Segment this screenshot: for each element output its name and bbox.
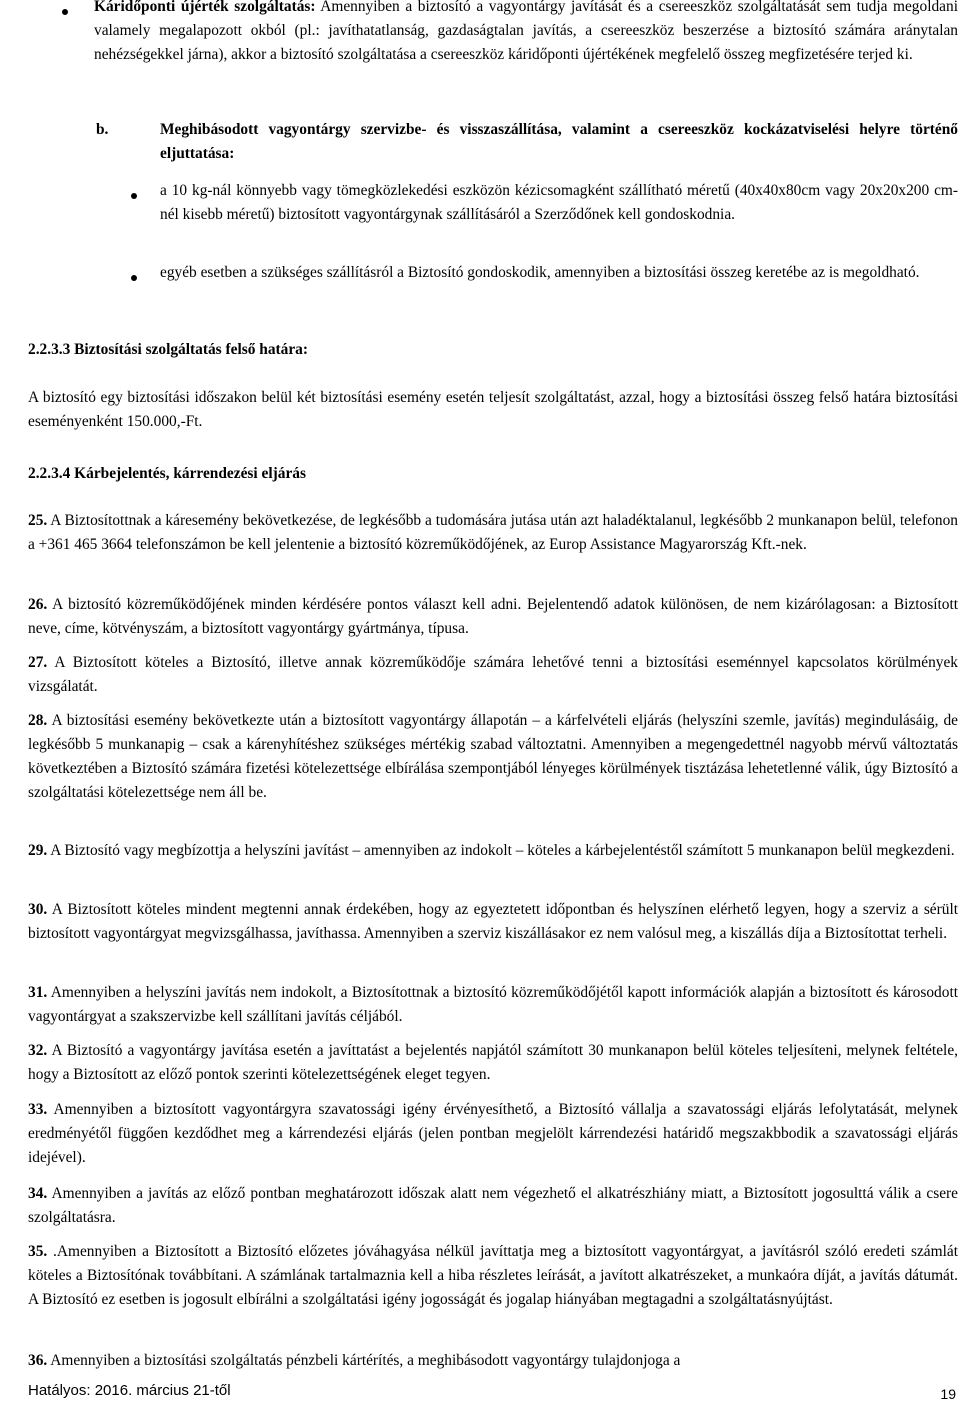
top-bullet-paragraph <box>94 0 958 67</box>
item-text: .Amennyiben a Biztosított a Biztosító előzetes jóváhagyása nélkül javíttatja meg a biztosított vagyontárgyat, a javításról szóló eredeti számlát köteles a Biztosítónak továbbítani. A számlának tartalmaznia kell a hiba részletes leírását, a javított alkatrészeket, a munkaóra díját, a javítás dátumát. A Biztosító ez esetben is jogosult elbírálni a szolgáltatási igény jogosságát és jogalap hiányában megtagadni a szolgáltatásnyújtást. <box>28 1243 958 1308</box>
bullet-icon <box>131 275 137 281</box>
numbered-item <box>28 509 958 557</box>
bullet-icon <box>131 193 137 199</box>
item-text: A Biztosítottnak a káresemény bekövetkezése, de legkésőbb a tudomására jutása után azt haladéktalanul, legkésőbb 2 munkanapon belül, telefonon a +361 465 3664 telefonszámon be kell jelentenie a biztosító közreműködőjének, az Europ Assistance Magyarország Kft.-nek. <box>28 512 958 553</box>
page-number: 19 <box>940 1386 956 1402</box>
item-text: Amennyiben a biztosított vagyontárgyra szavatossági igény érvényesíthető, a Biztosító vállalja a szavatossági eljárás lefolytatását, melynek eredményétől függően kezdődhet meg a kárrendezési eljárás (jelen pontban megjelölt kárrendezési határidő megszakbbodik a szavatossági eljárás idejével). <box>28 1101 958 1166</box>
item-number: 26. <box>28 596 48 613</box>
paragraph-2233: A biztosító egy biztosítási időszakon belül két biztosítási esemény esetén teljesít szolgáltatást, azzal, hogy a biztosítási összeg felső határa biztosítási eseményenként 150.000,-Ft. <box>28 389 958 430</box>
item-number: 25. <box>28 512 48 529</box>
numbered-item <box>28 1240 958 1312</box>
numbered-item <box>28 1349 958 1373</box>
item-text: Amennyiben a helyszíni javítás nem indokolt, a Biztosítottnak a biztosító közreműködőjétől kapott információk alapján a biztosított és károsodott vagyontárgyat a szakszervizbe kell szállítani javítás céljából. <box>28 984 958 1025</box>
section-b-bullet-2: egyéb esetben a szükséges szállításról a Biztosító gondoskodik, amennyiben a biztosítási összeg keretébe az is megoldható. <box>160 264 920 281</box>
numbered-item <box>28 898 958 946</box>
item-text: A Biztosító a vagyontárgy javítása esetén a javíttatást a bejelentés napjától számított 30 munkanapon belül köteles teljesíteni, melynek feltétele, hogy a Biztosított az előző pontok szerinti kötelezettségének eleget tegyen. <box>28 1042 958 1083</box>
item-number: 32. <box>28 1042 48 1059</box>
item-text: A Biztosított köteles mindent megtenni annak érdekében, hogy az egyeztetett időpontban és helyszínen elérhető legyen, hogy a szerviz a sérült biztosított vagyontárgyat megvizsgálhassa, javíthassa. Amennyiben a szerviz kiszállásakor ez nem valósul meg, a kiszállás díja a Biztosítottat terheli. <box>28 901 959 942</box>
item-text: A biztosító közreműködőjének minden kérdésére pontos választ kell adni. Bejelentendő adatok különösen, de nem kizárólagosan: a Biztosított neve, címe, kötvényszám, a biztosított vagyontárgy gyártmánya, típusa. <box>28 596 958 637</box>
item-number: 35. <box>28 1243 48 1260</box>
numbered-item <box>28 981 958 1029</box>
bullet-text: Amennyiben a biztosító a vagyontárgy javítását és a csereeszköz szolgáltatását sem tudja megoldani valamely megalapozott okból (pl.: javíthatatlanság, gazdaságtalan javítás, a csereeszköz beszerzése a biztosító számára aránytalan nehézségekkel járna), akkor a biztosító szolgáltatása a csereeszköz káridőponti újértékének megfelelő összeg megfizetésére terjed ki. <box>94 0 958 63</box>
numbered-item <box>28 593 958 641</box>
heading-2234: 2.2.3.4 Kárbejelentés, kárrendezési eljárás <box>28 465 306 482</box>
heading-2233: 2.2.3.3 Biztosítási szolgáltatás felső határa: <box>28 341 308 358</box>
item-number: 31. <box>28 984 48 1001</box>
section-b-bullet-1: a 10 kg-nál könnyebb vagy tömegközlekedési eszközön kézicsomagként szállítható méretű (40x40x80cm vagy 20x20x200 cm-nél kisebb méretű) biztosított vagyontárgynak szállításáról a Szerződőnek kell gondoskodnia. <box>160 182 958 223</box>
bullet-lead: Káridőponti újérték szolgáltatás: <box>94 0 316 15</box>
item-number: 36. <box>28 1352 48 1369</box>
item-text: Amennyiben a javítás az előző pontban meghatározott időszak alatt nem végezhető el alkatrészhiány miatt, a Biztosított jogosulttá válik a csere szolgáltatásra. <box>28 1185 959 1226</box>
item-text: A biztosítási esemény bekövetkezte után a biztosított vagyontárgy állapotán – a kárfelvételi eljárás (helyszíni szemle, javítás) megindulásáig, de legkésőbb 5 munkanapig – csak a kárenyhítéshez szükséges mértékig szabad változtatni. Amennyiben a megengedettnél nagyobb mérvű változtatás következtében a Biztosító számára fizetési kötelezettsége elbírálása szempontjából lényeges körülmények tisztázása lehetetlenné válik, úgy Biztosító a szolgáltatási kötelezettsége nem áll be. <box>28 712 959 801</box>
section-b-label: b. <box>96 121 109 138</box>
section-b-title: Meghibásodott vagyontárgy szervizbe- és visszaszállítása, valamint a csereeszköz kockázatviselési helyre történő eljuttatása: <box>160 121 958 162</box>
item-number: 33. <box>28 1101 48 1118</box>
numbered-item <box>28 651 958 699</box>
item-number: 34. <box>28 1185 48 1202</box>
numbered-item <box>28 1098 958 1170</box>
item-number: 29. <box>28 842 48 859</box>
item-number: 28. <box>28 712 48 729</box>
item-text: Amennyiben a biztosítási szolgáltatás pénzbeli kártérítés, a meghibásodott vagyontárgy tulajdonjoga a <box>50 1352 681 1369</box>
item-text: A Biztosító vagy megbízottja a helyszíni javítást – amennyiben az indokolt – köteles a kárbejelentéstől számított 5 munkanapon belül megkezdeni. <box>50 842 955 859</box>
item-text: A Biztosított köteles a Biztosító, illetve annak közreműködője számára lehetővé tenni a biztosítási eseménnyel kapcsolatos körülmények vizsgálatát. <box>28 654 958 695</box>
numbered-item <box>28 1039 958 1087</box>
numbered-item <box>28 1182 958 1230</box>
numbered-item <box>28 709 958 805</box>
item-number: 30. <box>28 901 48 918</box>
numbered-item <box>28 839 958 863</box>
footer-effective-date: Hatályos: 2016. március 21-től <box>28 1382 231 1399</box>
bullet-icon <box>62 9 68 15</box>
item-number: 27. <box>28 654 48 671</box>
